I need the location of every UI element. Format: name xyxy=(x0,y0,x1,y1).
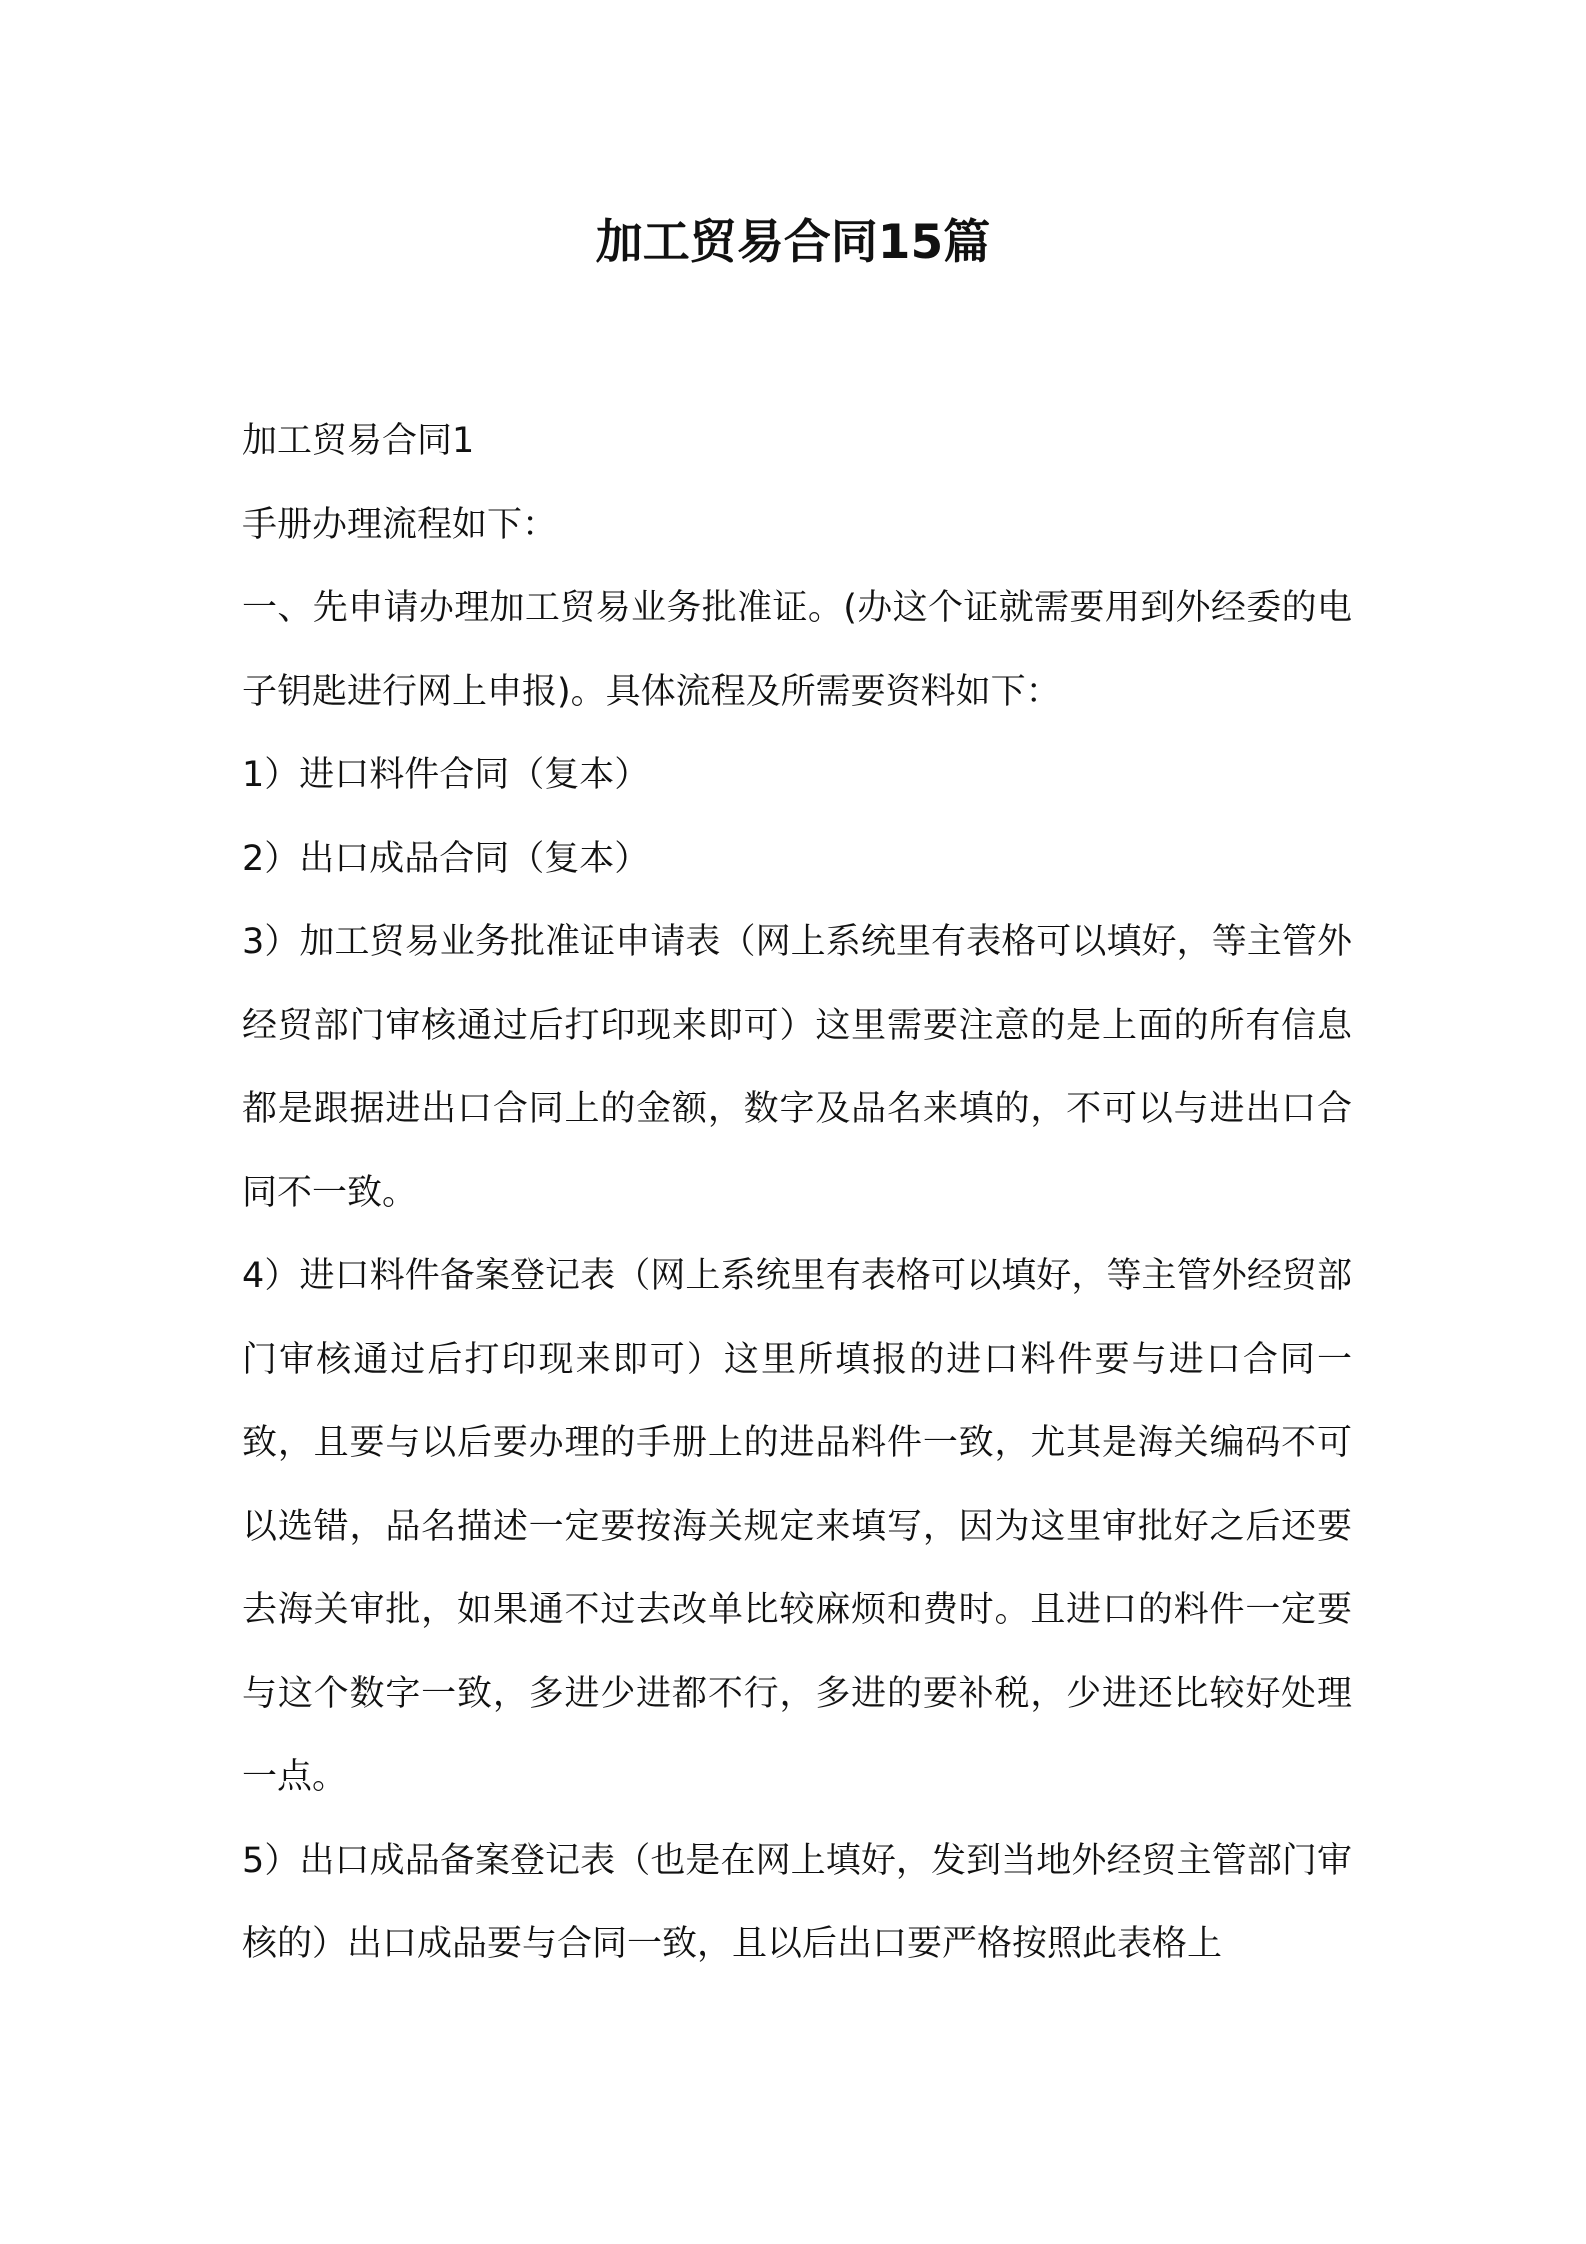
list-item: 3）加工贸易业务批准证申请表（网上系统里有表格可以填好，等主管外经贸部门审核通过后打印现来即可）这里需要注意的是上面的所有信息都是跟据进出口合同上的金额，数字及品名来填的，不可以与进出口合同不一致。 xyxy=(242,922,1352,1213)
section-heading: 加工贸易合同1 xyxy=(242,421,475,461)
list-item: 4）进口料件备案登记表（网上系统里有表格可以填好，等主管外经贸部门审核通过后打印现来即可）这里所填报的进口料件要与进口合同一致，且要与以后要办理的手册上的进品料件一致，尤其是海关编码不可以选错，品名描述一定要按海关规定来填写，因为这里审批好之后还要去海关审批，如果通不过去改单比较麻烦和费时。且进口的料件一定要与这个数字一致，多进少进都不行，多进的要补税，少进还比较好处理一点。 xyxy=(242,1256,1352,1797)
paragraph: 一、先申请办理加工贸易业务批准证。(办这个证就需要用到外经委的电子钥匙进行网上申报)。具体流程及所需要资料如下： xyxy=(242,588,1352,712)
paragraph: 手册办理流程如下： xyxy=(242,504,558,545)
list-item: 5）出口成品备案登记表（也是在网上填好，发到当地外经贸主管部门审核的）出口成品要与合同一致，且以后出口要严格按照此表格上 xyxy=(242,1840,1352,1964)
document-body xyxy=(242,400,1352,1987)
list-item: 2）出口成品合同（复本） xyxy=(242,838,650,879)
document-title: 加工贸易合同15篇 xyxy=(595,215,991,270)
list-item: 1）进口料件合同（复本） xyxy=(242,755,650,795)
